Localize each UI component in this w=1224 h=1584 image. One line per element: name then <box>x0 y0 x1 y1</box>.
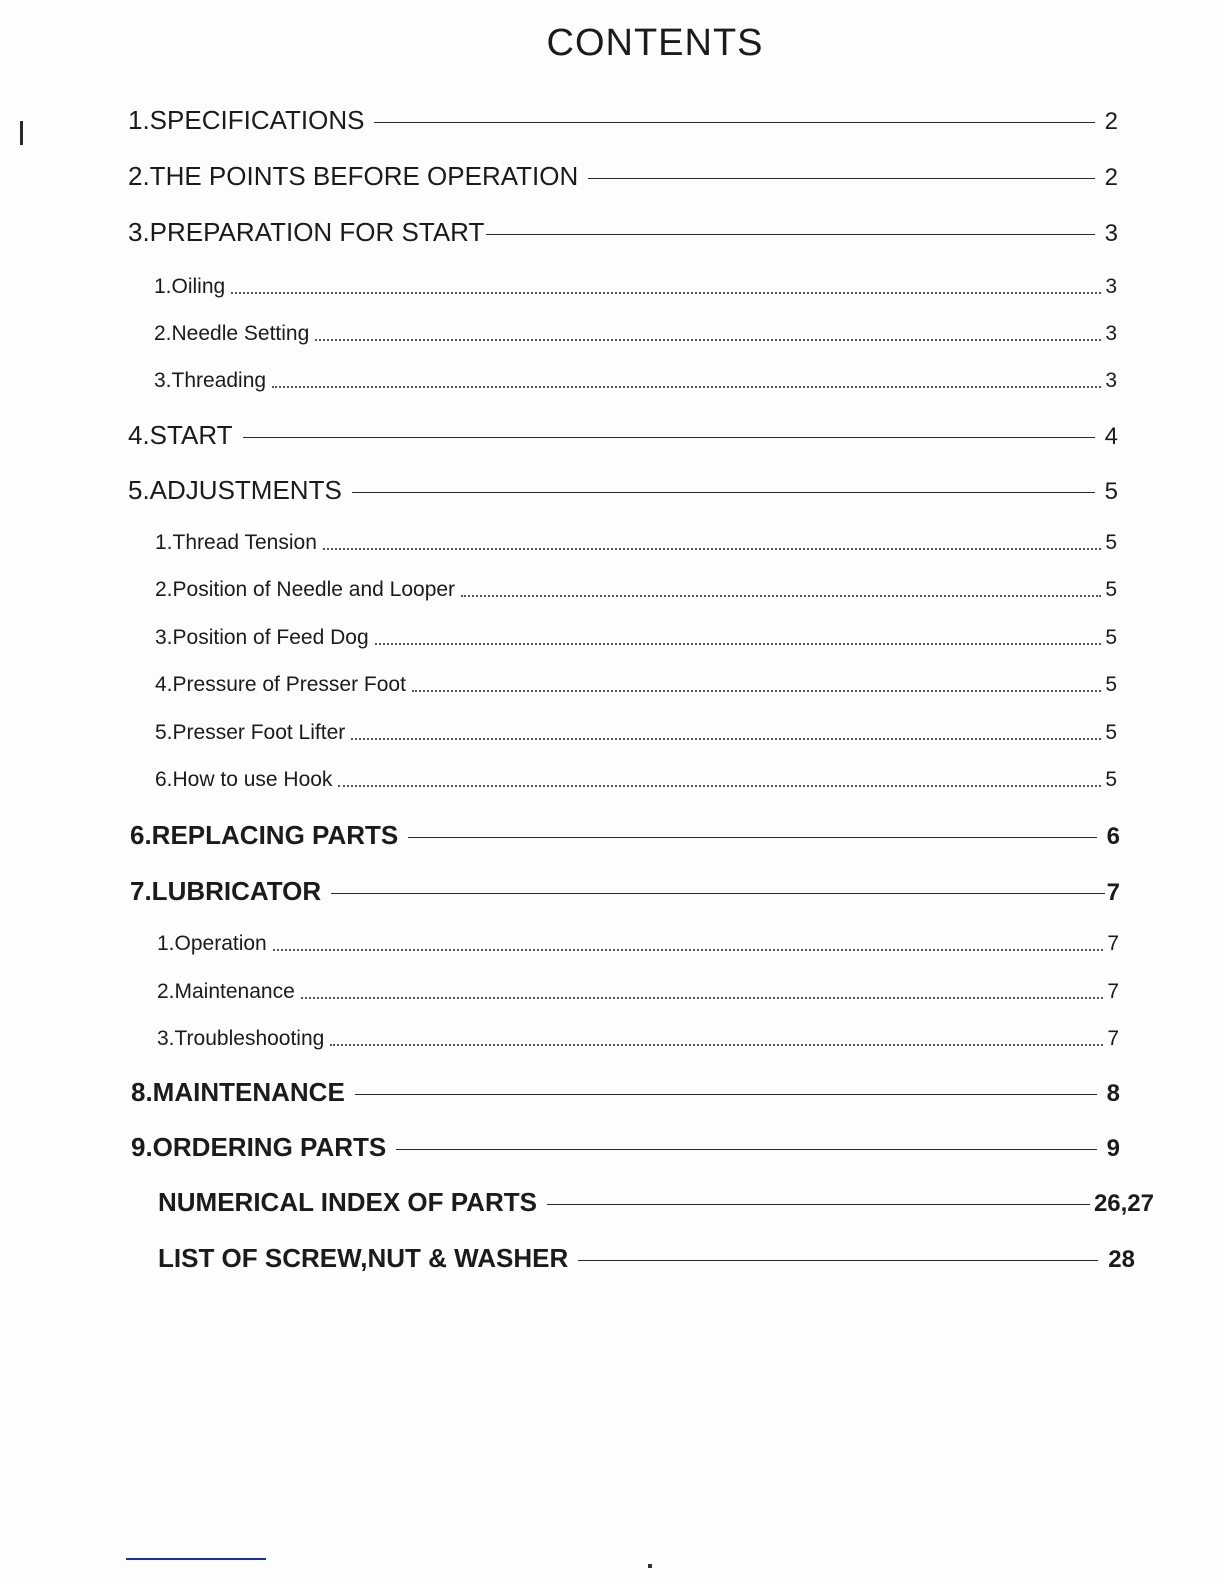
toc-entry-label: 3.PREPARATION FOR START <box>128 217 485 247</box>
toc-entry-page: 7 <box>1106 879 1120 906</box>
toc-entry-label: 2.Needle Setting <box>154 322 310 345</box>
toc-entry-page: 26,27 <box>1093 1190 1154 1217</box>
toc-entry-label: 1.Oiling <box>154 275 226 298</box>
toc-entry-label: 1.Operation <box>157 932 267 955</box>
toc-entry-label: 7.LUBRICATOR <box>130 876 322 906</box>
toc-entry-label: 2.THE POINTS BEFORE OPERATION <box>128 161 579 191</box>
toc-entry-page: 5 <box>1105 768 1117 791</box>
toc-entry-label: 2.Maintenance <box>157 980 295 1003</box>
toc-entry-operation[interactable] <box>157 932 1119 956</box>
toc-entry-label: 6.How to use Hook <box>155 768 333 791</box>
toc-entry-label: LIST OF SCREW,NUT & WASHER <box>158 1243 569 1273</box>
toc-entry-page: 3 <box>1105 322 1117 345</box>
toc-entry-page: 5 <box>1105 626 1117 649</box>
toc-entry-preparation-for-start[interactable] <box>128 217 1118 248</box>
toc-entry-oiling[interactable] <box>154 275 1117 299</box>
leader-dots <box>323 548 1101 550</box>
toc-entry-page: 3 <box>1104 220 1118 247</box>
page-title: CONTENTS <box>546 22 764 64</box>
toc-entry-ordering-parts[interactable] <box>131 1132 1120 1163</box>
toc-entry-pressure-presser-foot[interactable] <box>155 673 1117 697</box>
toc-entry-maintenance-sub[interactable] <box>157 980 1119 1004</box>
leader-dots <box>301 997 1104 999</box>
leader-dots <box>315 339 1101 341</box>
toc-entry-page: 5 <box>1105 721 1117 744</box>
toc-entry-lubricator[interactable] <box>130 876 1120 907</box>
toc-entry-presser-foot-lifter[interactable] <box>155 721 1117 745</box>
toc-entry-position-needle-looper[interactable] <box>155 578 1117 602</box>
toc-entry-page: 9 <box>1106 1135 1120 1162</box>
toc-entry-points-before-operation[interactable] <box>128 161 1118 192</box>
toc-entry-troubleshooting[interactable] <box>157 1027 1119 1051</box>
toc-entry-page: 7 <box>1107 1027 1119 1050</box>
toc-entry-label: 3.Position of Feed Dog <box>155 626 369 649</box>
toc-entry-page: 7 <box>1107 980 1119 1003</box>
toc-entry-page: 3 <box>1105 369 1117 392</box>
toc-entry-label: 3.Troubleshooting <box>157 1027 325 1050</box>
toc-entry-page: 8 <box>1106 1080 1120 1107</box>
toc-entry-label: 2.Position of Needle and Looper <box>155 578 456 601</box>
leader-line <box>486 234 1094 235</box>
toc-entry-position-feed-dog[interactable] <box>155 626 1117 650</box>
toc-entry-label: NUMERICAL INDEX OF PARTS <box>158 1187 537 1217</box>
toc-entry-page: 28 <box>1108 1246 1135 1273</box>
toc-entry-needle-setting[interactable] <box>154 322 1117 346</box>
toc-entry-page: 5 <box>1105 578 1117 601</box>
toc-entry-page: 2 <box>1104 164 1118 191</box>
toc-entry-page: 2 <box>1104 108 1118 135</box>
toc-entry-thread-tension[interactable] <box>155 531 1117 555</box>
leader-dots <box>338 785 1101 787</box>
toc-entry-label: 9.ORDERING PARTS <box>131 1132 387 1162</box>
toc-entry-page: 4 <box>1104 423 1118 450</box>
leader-line <box>374 122 1094 123</box>
toc-entry-replacing-parts[interactable] <box>130 820 1120 851</box>
toc-entry-label: 5.ADJUSTMENTS <box>128 475 342 505</box>
toc-entry-label: 5.Presser Foot Lifter <box>155 721 346 744</box>
leader-dots <box>330 1044 1103 1046</box>
toc-entry-threading[interactable] <box>154 369 1117 393</box>
footer-mark <box>648 1564 652 1568</box>
toc-entry-adjustments[interactable] <box>128 475 1118 506</box>
leader-line <box>588 178 1094 179</box>
toc-entry-label: 8.MAINTENANCE <box>131 1077 345 1107</box>
toc-entry-page: 6 <box>1106 823 1120 850</box>
leader-line <box>355 1094 1097 1095</box>
toc-entry-label: 6.REPLACING PARTS <box>130 820 399 850</box>
toc-entry-how-to-use-hook[interactable] <box>155 768 1117 792</box>
leader-line <box>408 837 1096 838</box>
toc-entry-maintenance[interactable] <box>131 1077 1120 1108</box>
leader-line <box>547 1204 1090 1205</box>
leader-dots <box>461 595 1101 597</box>
toc-entry-label: 3.Threading <box>154 369 267 392</box>
toc-entry-page: 5 <box>1104 478 1118 505</box>
toc-entry-label: 4.Pressure of Presser Foot <box>155 673 406 696</box>
toc-entry-label: 1.Thread Tension <box>155 531 317 554</box>
margin-mark <box>20 121 23 145</box>
leader-dots <box>375 643 1102 645</box>
toc-entry-list-of-screw[interactable] <box>158 1243 1135 1274</box>
leader-line <box>331 893 1104 894</box>
leader-dots <box>351 738 1101 740</box>
toc-entry-label: 1.SPECIFICATIONS <box>128 105 365 135</box>
leader-line <box>396 1149 1096 1150</box>
toc-entry-numerical-index[interactable] <box>158 1187 1154 1218</box>
leader-dots <box>231 292 1101 294</box>
toc-entry-page: 5 <box>1105 673 1117 696</box>
leader-dots <box>412 690 1101 692</box>
leader-line <box>352 492 1095 493</box>
leader-line <box>243 437 1095 438</box>
leader-dots <box>272 386 1101 388</box>
toc-entry-page: 5 <box>1105 531 1117 554</box>
footer-rule <box>126 1558 266 1560</box>
toc-entry-start[interactable] <box>128 420 1118 451</box>
toc-entry-page: 7 <box>1107 932 1119 955</box>
leader-dots <box>273 949 1104 951</box>
toc-entry-page: 3 <box>1105 275 1117 298</box>
leader-line <box>578 1260 1098 1261</box>
toc-entry-specifications[interactable] <box>128 105 1118 136</box>
toc-entry-label: 4.START <box>128 420 233 450</box>
